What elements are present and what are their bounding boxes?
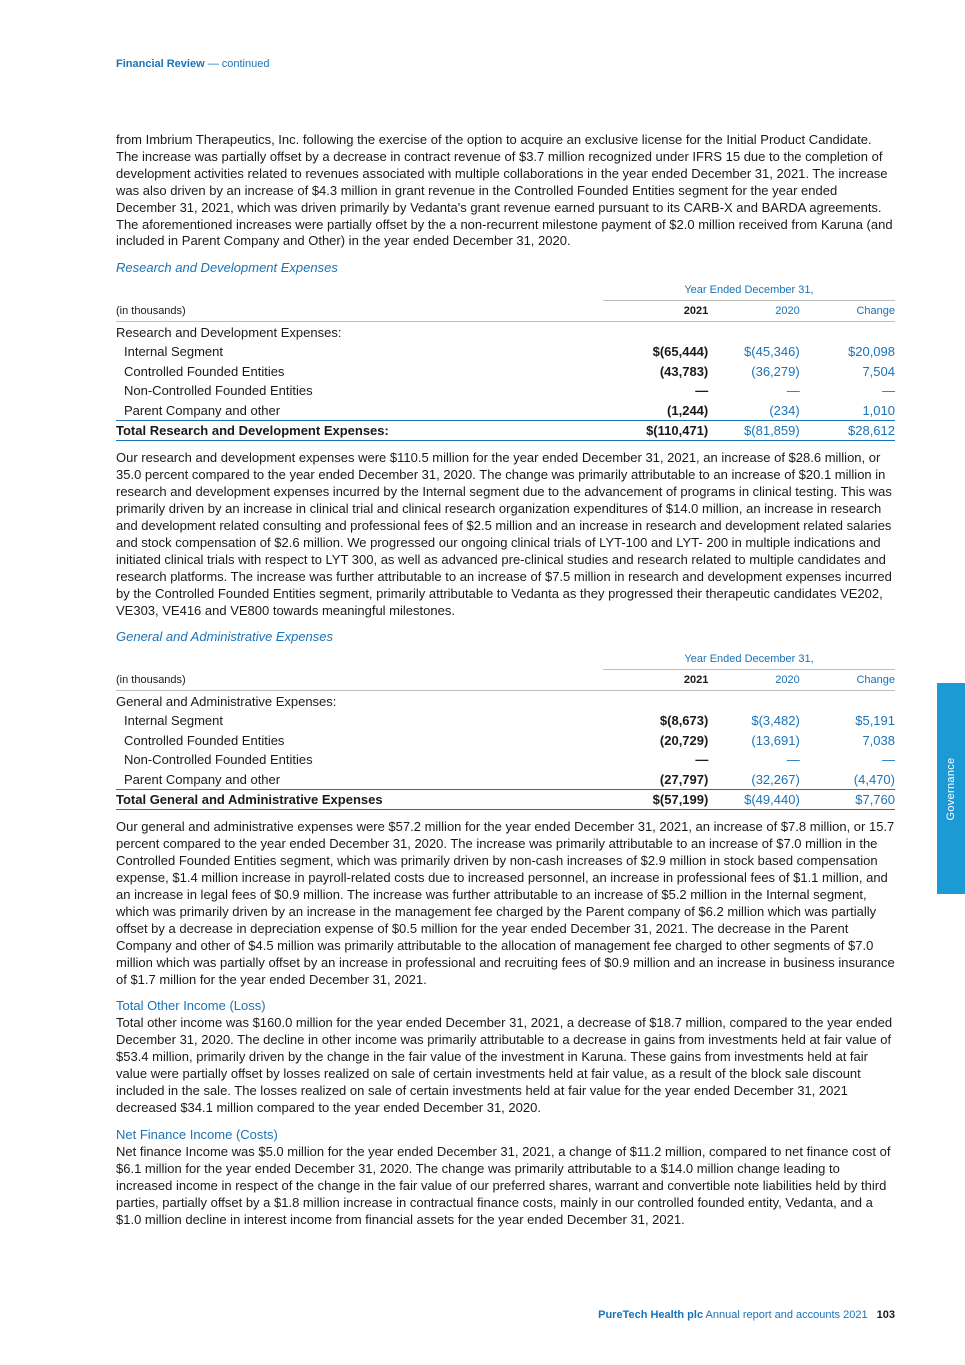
ga-table xyxy=(116,649,895,810)
value-change: (4,470) xyxy=(853,771,895,787)
total-change: $28,612 xyxy=(800,420,895,441)
value-2021: — xyxy=(695,383,709,399)
value-2021: (20,729) xyxy=(659,732,709,748)
ga-period-label: Year Ended December 31, xyxy=(603,649,895,670)
ga-col-2021: 2021 xyxy=(603,670,708,691)
header-suffix: — continued xyxy=(204,58,270,70)
ga-section-title: General and Administrative Expenses xyxy=(116,629,334,645)
value-2021: $(8,673) xyxy=(659,713,709,729)
ga-units-label: (in thousands) xyxy=(116,670,603,691)
table-row xyxy=(116,342,895,362)
value-change: 7,038 xyxy=(862,732,895,748)
row-label: Parent Company and other xyxy=(124,402,281,418)
rd-total-row xyxy=(116,420,895,441)
rd-header-row xyxy=(116,301,895,322)
value-2020: $(3,482) xyxy=(751,713,800,729)
value-2020: (32,267) xyxy=(751,771,800,787)
table-row xyxy=(116,361,895,381)
net-finance-title: Net Finance Income (Costs) xyxy=(116,1126,278,1142)
row-label: Parent Company and other xyxy=(124,771,281,787)
rd-group-row xyxy=(116,322,895,342)
ga-total-row xyxy=(116,789,895,810)
value-2021: — xyxy=(695,752,709,768)
total-2020: $(49,440) xyxy=(708,789,799,810)
table-row xyxy=(116,750,895,770)
footer-company: PureTech Health plc xyxy=(598,1309,704,1321)
page-content xyxy=(116,132,895,1228)
value-change: $5,191 xyxy=(855,713,895,729)
ga-col-2020: 2020 xyxy=(708,670,799,691)
page-number: 103 xyxy=(876,1309,895,1321)
value-2020: — xyxy=(786,752,800,768)
rd-units-label: (in thousands) xyxy=(116,301,603,322)
value-change: — xyxy=(882,383,895,399)
row-label: Controlled Founded Entities xyxy=(124,732,285,748)
rd-table xyxy=(116,280,895,441)
rd-paragraph: Our research and development expenses were $110.5 million for the year ended December 31, 2021, an increase of $28.6 million, or 35.0 percent compared to the year ended December 31, 2020. The change was primarily attributable to an increase of $20.1 million in research and development expenses incurred by the Internal segment due to the advancement of programs in clinical testing. This was primarily driven by an increase in clinical trial and clinical research organization expenditures of $14.0 million, an increase in research and development related consulting and professional fees of $2.5 million and an increase in research and development related salaries and stock compensation of $2.6 million. We progressed our ongoing clinical trials of LYT-100 and LYT- 200 in multiple indications and initiated clinical trials with respect to LYT 300, as well as advanced pre-clinical studies and research related to multiple candidates and research platforms. The increase was further attributable to an increase of $7.5 million in research and development expenses incurred by the Controlled Founded Entities segment, primarily attributable to Vedanta as they progressed their therapeutic candidates VE202, VE303, VE416 and VE800 towards meaningful milestones. xyxy=(116,450,892,618)
table-row xyxy=(116,769,895,789)
rd-period-row xyxy=(116,280,895,301)
total-2021: $(110,471) xyxy=(603,420,708,441)
table-row xyxy=(116,730,895,750)
value-2021: $(65,444) xyxy=(652,344,709,360)
total-2021: $(57,199) xyxy=(603,789,708,810)
value-2021: (43,783) xyxy=(659,363,709,379)
table-row xyxy=(116,711,895,731)
row-label: Internal Segment xyxy=(124,713,224,729)
other-income-title: Total Other Income (Loss) xyxy=(116,998,266,1014)
value-2020: $(45,346) xyxy=(744,344,800,360)
ga-col-change: Change xyxy=(800,670,895,691)
ga-paragraph: Our general and administrative expenses were $57.2 million for the year ended December 31, 2021, an increase of $7.8 million, or 15.7 percent compared to the year ended December 31, 2020. The increase was primarily attributable to an increase of $7.0 million in the Controlled Founded Entities segment, which was primarily driven by non-cash increases of $2.9 million in stock based compensation expense, $1.4 million increase in payroll-related costs due to increased personnel, an increase in professional fees of $1.1 million, and an increase in legal fees of $0.9 million. The increase was further attributable to an increase of $5.2 million in the Internal segment, which was primarily driven by an increase in the management fee charged by the Parent company of $6.2 million which was partially offset by a decrease in depreciation expense of $0.5 million for the year ended December 31, 2021. The decrease in the Parent Company and other of $4.5 million was primarily attributable to the allocation of management fee charged to other segments of $7.0 million which was partially offset by an increase in professional and recruiting fees of $0.9 million and an increase in business insurance of $1.7 million for the year ended December 31, 2021. xyxy=(116,819,895,987)
total-2020: $(81,859) xyxy=(708,420,799,441)
value-2020: — xyxy=(786,383,800,399)
value-change: — xyxy=(882,752,895,768)
table-row xyxy=(116,400,895,420)
total-label: Total General and Administrative Expenses xyxy=(116,789,603,810)
total-change: $7,760 xyxy=(800,789,895,810)
rd-col-change: Change xyxy=(800,301,895,322)
governance-section-tab[interactable] xyxy=(937,683,965,894)
value-2020: (36,279) xyxy=(751,363,800,379)
value-2021: (1,244) xyxy=(667,402,709,418)
total-label: Total Research and Development Expenses: xyxy=(116,420,603,441)
footer-report: Annual report and accounts 2021 xyxy=(705,1309,868,1321)
page-footer xyxy=(598,1309,895,1321)
ga-group-row xyxy=(116,691,895,711)
rd-group-label: Research and Development Expenses: xyxy=(116,324,342,340)
value-change: $20,098 xyxy=(848,344,895,360)
rd-period-label: Year Ended December 31, xyxy=(603,280,895,301)
value-change: 1,010 xyxy=(862,402,895,418)
row-label: Controlled Founded Entities xyxy=(124,363,285,379)
ga-group-label: General and Administrative Expenses: xyxy=(116,693,337,709)
row-label: Non-Controlled Founded Entities xyxy=(124,383,313,399)
value-2021: (27,797) xyxy=(659,771,709,787)
row-label: Internal Segment xyxy=(124,344,224,360)
intro-paragraph: from Imbrium Therapeutics, Inc. following the exercise of the option to acquire an exclusive license for the Initial Product Candidate. The increase was partially offset by a decrease in contract revenue of $3.7 million recognized under IFRS 15 due to the completion of development activities related to revenues associated with multiple collaborations in the year ended December 31, 2021. The increase was also driven by an increase of $4.3 million in grant revenue in the Controlled Founded Entities segment for the year ended December 31, 2021, which was driven primarily by Vedanta's grant revenue earned pursuant to its CARB-X and BARDA agreements. The aforementioned increases were partially offset by the a non-recurrent milestone payment of $2.0 million received from Karuna (and included in Parent Company and Other) in the year ended December 31, 2020. xyxy=(116,132,893,249)
governance-tab-label: Governance xyxy=(945,757,957,820)
ga-header-row xyxy=(116,670,895,691)
rd-col-2020: 2020 xyxy=(708,301,799,322)
rd-section-title: Research and Development Expenses xyxy=(116,260,338,276)
other-income-paragraph: Total other income was $160.0 million for the year ended December 31, 2021, a decrease of $18.7 million, compared to the year ended December 31, 2020. The decline in other income was primarily attributable to a decrease in gains from investments held at fair value of $53.4 million, primarily driven by the change in the fair value of the investment in Karuna. These gains from investments held at fair value were partially offset by losses realized on sale of certain investments held at fair value, as a result of the block sale discount included in the sale. The losses realized on sale of certain investments held at fair value for the year ended December 31, 2021 decreased $34.1 million compared to the year ended December 31, 2020. xyxy=(116,1015,893,1115)
row-label: Non-Controlled Founded Entities xyxy=(124,752,313,768)
net-finance-paragraph: Net finance Income was $5.0 million for the year ended December 31, 2021, a change of $11.2 million, compared to net finance cost of $6.1 million for the year ended December 31, 2020. The change was primarily attributable to a $14.0 million change leading to increased income in respect of the change in the fair value of our preferred shares, warrant and convertible note liabilities held by third parties, partially offset by a $1.8 million increase in contractual finance costs, mainly in our controlled founded entity, Vedanta, and a $1.0 million decline in interest income from financial assets for the year ended December 31, 2021. xyxy=(116,1143,891,1227)
value-change: 7,504 xyxy=(862,363,895,379)
rd-col-2021: 2021 xyxy=(603,301,708,322)
value-2020: (234) xyxy=(769,402,800,418)
ga-period-row xyxy=(116,649,895,670)
table-row xyxy=(116,381,895,401)
header-section: Financial Review xyxy=(116,58,205,70)
value-2020: (13,691) xyxy=(751,732,800,748)
running-header xyxy=(116,58,269,70)
